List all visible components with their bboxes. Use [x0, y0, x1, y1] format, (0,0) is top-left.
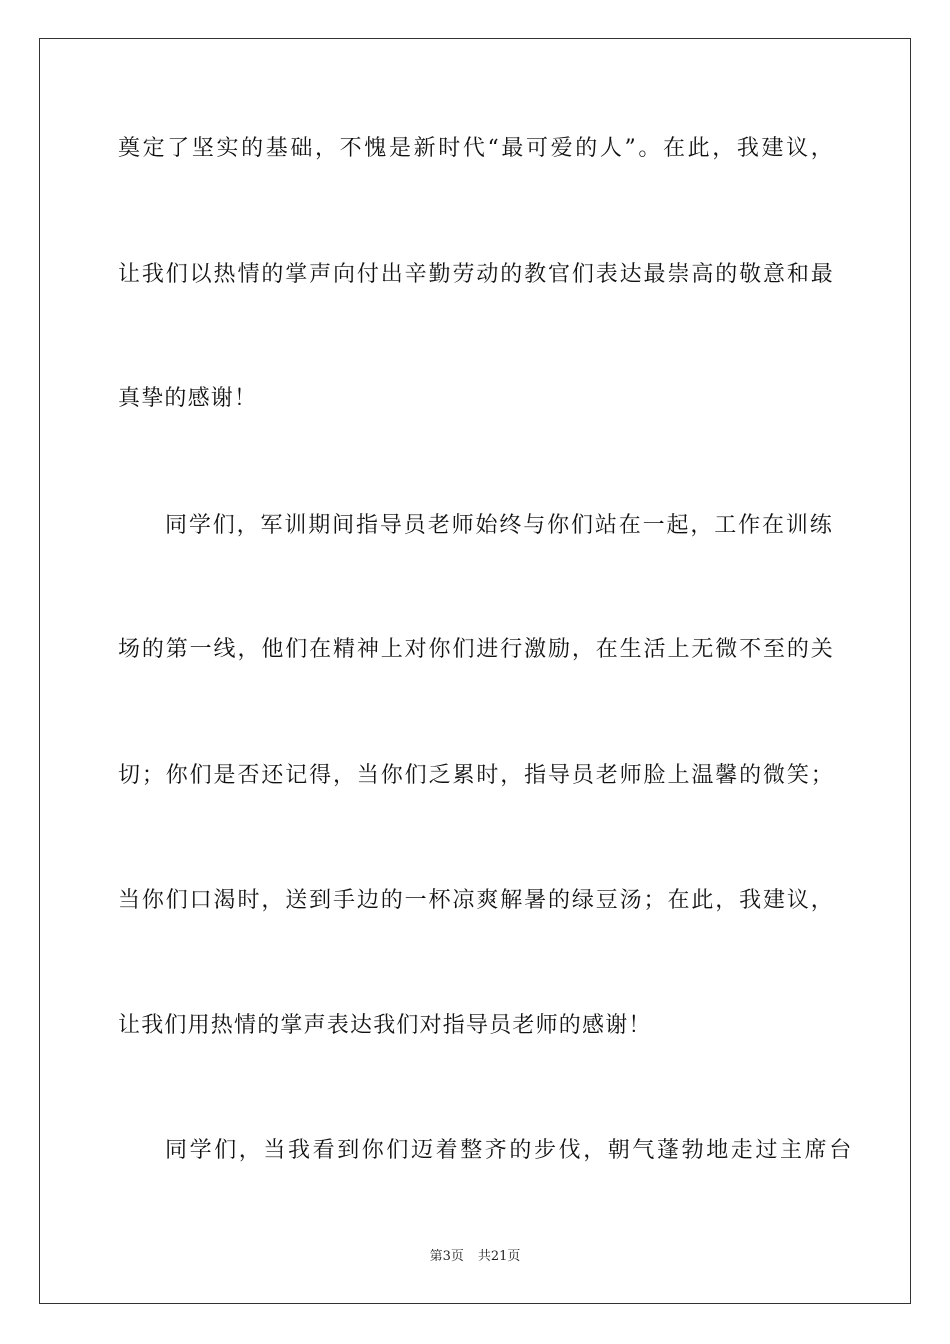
page-total: 共21页	[477, 1249, 521, 1264]
text-line-1: 奠定了坚实的基础，不愧是新时代“最可爱的人”。在此，我建议，	[118, 136, 834, 161]
paragraph-2-first-line: 同学们，军训期间指导员老师始终与你们站在一起，工作在训练	[165, 513, 833, 538]
text-line-5: 场的第一线，他们在精神上对你们进行激励，在生活上无微不至的关	[118, 637, 834, 662]
paragraph-3-first-line: 同学们，当我看到你们迈着整齐的步伐，朝气蓬勃地走过主席台	[165, 1138, 854, 1163]
text-line-2: 让我们以热情的掌声向付出辛勤劳动的教官们表达最崇高的敬意和最	[118, 262, 834, 287]
text-line-6: 切；你们是否还记得，当你们乏累时，指导员老师脸上温馨的微笑；	[118, 763, 834, 788]
text-line-3: 真挚的感谢！	[118, 386, 258, 411]
page-border	[39, 38, 911, 1304]
page-number: 第3页	[429, 1249, 464, 1264]
text-line-7: 当你们口渴时，送到手边的一杯凉爽解暑的绿豆汤；在此，我建议，	[118, 888, 834, 913]
page-footer	[0, 1248, 950, 1266]
text-line-8: 让我们用热情的掌声表达我们对指导员老师的感谢！	[118, 1013, 652, 1038]
